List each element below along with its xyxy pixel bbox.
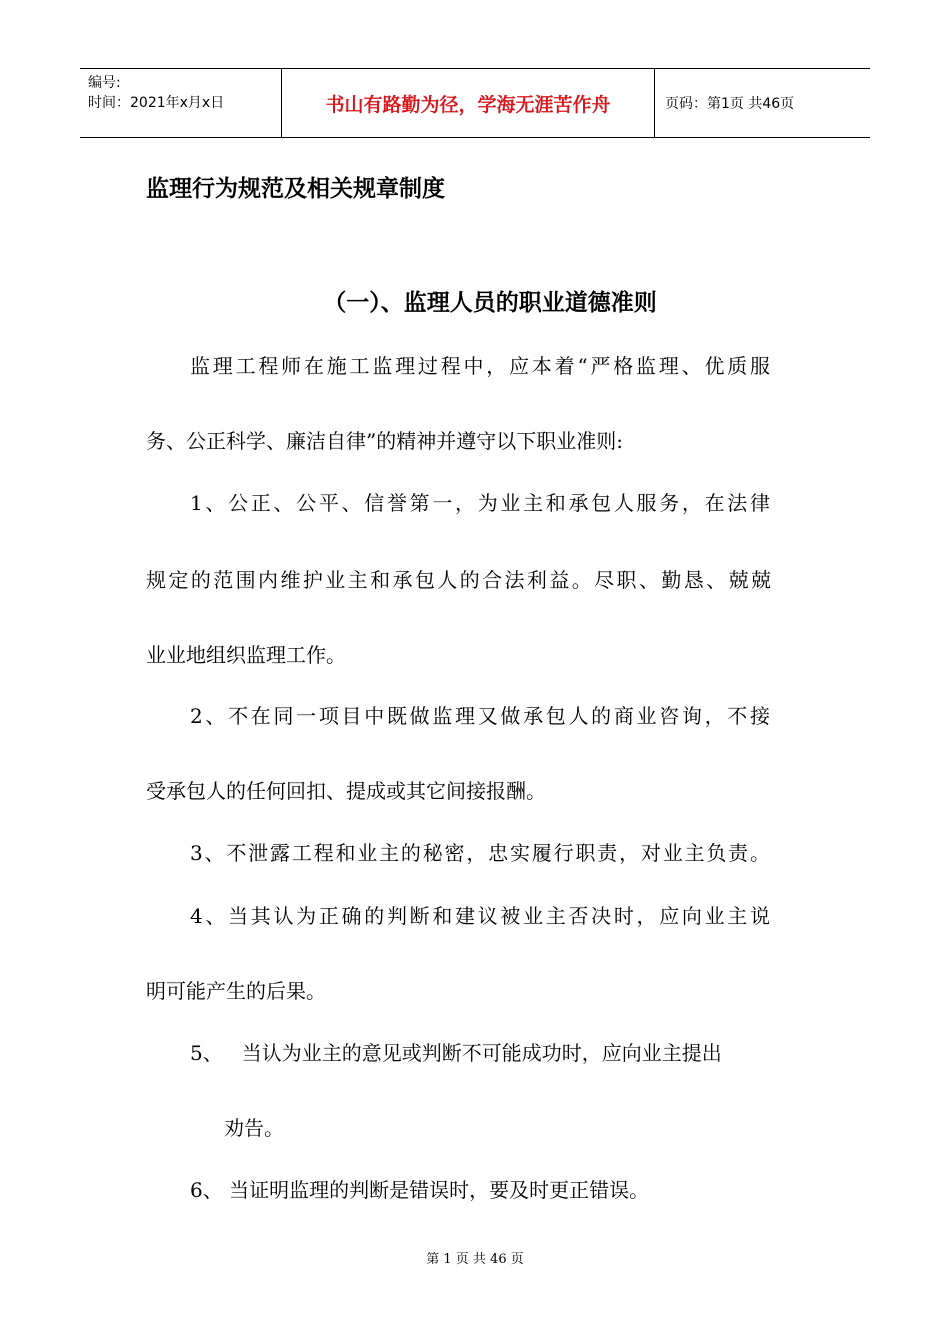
- number-label: 编号:: [88, 75, 121, 91]
- body-line: 3、不泄露工程和业主的秘密，忠实履行职责，对业主负责。: [190, 841, 770, 865]
- time-label: 时间：2021年x月x日: [88, 95, 225, 111]
- page-footer: 第 1 页 共 46 页: [426, 1252, 524, 1267]
- body-line: 务、公正科学、廉洁自律”的精神并遵守以下职业准则:: [146, 429, 623, 453]
- body-line: 业业地组织监理工作。: [146, 643, 346, 667]
- body-line: 监理工程师在施工监理过程中，应本着“严格监理、优质服: [190, 354, 770, 378]
- header-page-info: 页码：第1页 共46页: [665, 96, 795, 112]
- body-line: 6、 当证明监理的判断是错误时，要及时更正错误。: [190, 1178, 650, 1202]
- document-title: 监理行为规范及相关规章制度: [146, 176, 445, 202]
- body-line: 明可能产生的后果。: [146, 979, 326, 1003]
- header-motto: 书山有路勤为径，学海无涯苦作舟: [282, 69, 655, 137]
- body-line: 规定的范围内维护业主和承包人的合法利益。尽职、勤恳、兢兢: [146, 568, 771, 592]
- body-line: 5、 当认为业主的意见或判断不可能成功时，应向业主提出: [190, 1041, 722, 1065]
- page-header: [80, 68, 870, 138]
- body-line: 受承包人的任何回扣、提成或其它间接报酬。: [146, 779, 546, 803]
- body-line: 劝告。: [224, 1116, 284, 1140]
- section-title: （一）、监理人员的职业道德准则: [323, 290, 657, 316]
- body-line: 2、不在同一项目中既做监理又做承包人的商业咨询，不接: [190, 704, 770, 728]
- body-line: 1、公正、公平、信誉第一，为业主和承包人服务，在法律: [190, 491, 770, 515]
- body-line: 4、当其认为正确的判断和建议被业主否决时，应向业主说: [190, 904, 770, 928]
- header-meta: [80, 69, 282, 137]
